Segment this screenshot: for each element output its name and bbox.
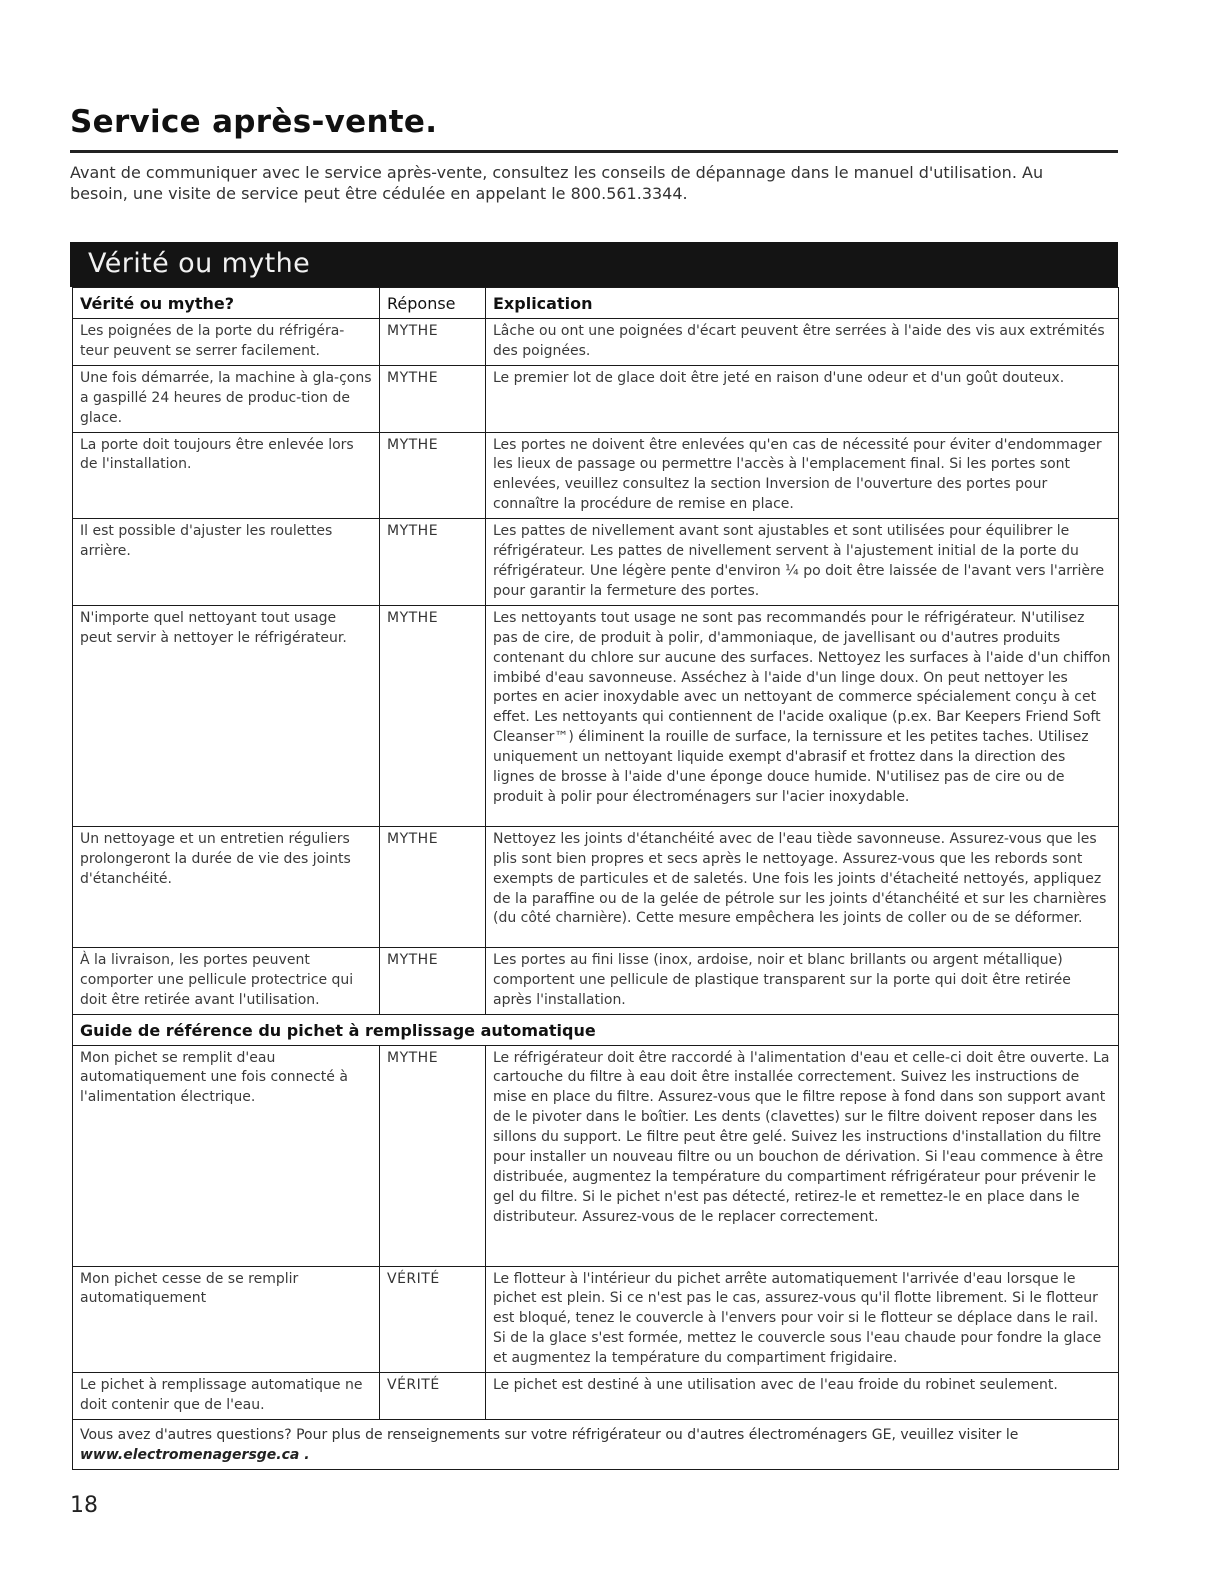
header-question: Vérité ou mythe? xyxy=(73,288,380,319)
question-cell: Un nettoyage et un entretien réguliers prolongeront la durée de vie des joints d'étanchéité. xyxy=(73,826,380,947)
question-cell: Une fois démarrée, la machine à gla-çons a gaspillé 24 heures de produc-tion de glace. xyxy=(73,365,380,432)
intro-paragraph: Avant de communiquer avec le service après-vente, consultez les conseils de dépannage dans le manuel d'utilisation. Au besoin, une visite de service peut être cédulée en appelant le 800.561.3344. xyxy=(70,163,1044,203)
question-cell: Le pichet à remplissage automatique ne doit contenir que de l'eau. xyxy=(73,1373,380,1420)
question-cell: À la livraison, les portes peuvent comporter une pellicule protectrice qui doit être retirée avant l'utilisation. xyxy=(73,947,380,1014)
answer-cell: MYTHE xyxy=(380,826,486,947)
table-row xyxy=(73,826,1119,947)
table-row xyxy=(73,1266,1119,1373)
answer-cell: VÉRITÉ xyxy=(380,1373,486,1420)
answer-cell: MYTHE xyxy=(380,605,486,826)
table-row xyxy=(73,605,1119,826)
section-banner xyxy=(70,242,1118,287)
table-row xyxy=(73,1045,1119,1266)
subsection-header-row xyxy=(73,1014,1119,1045)
explanation-cell: Les portes ne doivent être enlevées qu'en cas de nécessité pour éviter d'endommager les lieux de passage ou permettre l'accès à l'emplacement final. Si les portes sont enlevées, veuillez consultez la section Inversion de l'ouverture des portes pour connaître la procédure de remise en place. xyxy=(486,432,1119,519)
explanation-cell: Le premier lot de glace doit être jeté en raison d'une odeur et d'un goût douteux. xyxy=(486,365,1119,432)
explanation-cell: Le pichet est destiné à une utilisation avec de l'eau froide du robinet seulement. xyxy=(486,1373,1119,1420)
footer-text: Vous avez d'autres questions? Pour plus de renseignements sur votre réfrigérateur ou d'autres électroménagers GE, veuillez visiter le xyxy=(80,1426,1019,1443)
answer-cell: VÉRITÉ xyxy=(380,1266,486,1373)
header-explanation: Explication xyxy=(486,288,1119,319)
subsection-title: Guide de référence du pichet à remplissage automatique xyxy=(73,1014,1119,1045)
question-cell: Les poignées de la porte du réfrigéra-teur peuvent se serrer facilement. xyxy=(73,319,380,366)
explanation-cell: Les pattes de nivellement avant sont ajustables et sont utilisées pour équilibrer le réfrigérateur. Les pattes de nivellement servent à l'ajustement initial de la porte du réfrigérateur. Une légère pente d'environ ¼ po doit être laissée de l'avant vers l'arrière pour garantir la fermeture des portes. xyxy=(486,519,1119,606)
answer-cell: MYTHE xyxy=(380,947,486,1014)
table-row xyxy=(73,947,1119,1014)
table-row xyxy=(73,432,1119,519)
section-title: Vérité ou mythe xyxy=(88,248,311,279)
question-cell: Il est possible d'ajuster les roulettes arrière. xyxy=(73,519,380,606)
title-rule xyxy=(70,150,1118,153)
answer-cell: MYTHE xyxy=(380,365,486,432)
answer-cell: MYTHE xyxy=(380,1045,486,1266)
answer-cell: MYTHE xyxy=(380,519,486,606)
explanation-cell: Nettoyez les joints d'étanchéité avec de l'eau tiède savonneuse. Assurez-vous que les plis sont bien propres et secs après le nettoyage. Assurez-vous que les rebords sont exempts de particules et de saletés. Une fois les joints d'étacheité nettoyés, appliquez de la paraffine ou de la gelée de pétrole sur les joints d'étanchéité et sur les charnières (du côté charnière). Cette mesure empêchera les joints de coller ou de se déformer. xyxy=(486,826,1119,947)
explanation-cell: Les nettoyants tout usage ne sont pas recommandés pour le réfrigérateur. N'utilisez pas de cire, de produit à polir, d'ammoniaque, de javellisant ou d'autres produits contenant du chlore sur aucune des surfaces. Nettoyez les surfaces à l'aide d'un chiffon imbibé d'eau savonneuse. Asséchez à l'aide d'un linge doux. On peut nettoyer les portes en acier inoxydable avec un nettoyant de commerce spécialement conçu à cet effet. Les nettoyants qui contiennent de l'acide oxalique (p.ex. Bar Keepers Friend Soft Cleanser™) éliminent la rouille de surface, la ternissure et les petites taches. Utilisez uniquement un nettoyant liquide exempt d'abrasif et frottez dans la direction des lignes de brosse à l'aide d'une éponge douce humide. N'utilisez pas de cire ou de produit à polir pour électroménagers sur l'acier inoxydable. xyxy=(486,605,1119,826)
header-answer: Réponse xyxy=(380,288,486,319)
truth-or-myth-table xyxy=(72,287,1119,1470)
explanation-cell: Les portes au fini lisse (inox, ardoise, noir et blanc brillants ou argent métallique) comportent une pellicule de plastique transparent sur la porte qui doit être retirée après l'installation. xyxy=(486,947,1119,1014)
page-number: 18 xyxy=(70,1493,98,1518)
question-cell: Mon pichet se remplit d'eau automatiquement une fois connecté à l'alimentation électrique. xyxy=(73,1045,380,1266)
table-row xyxy=(73,519,1119,606)
website-link[interactable]: www.electromenagersge.ca . xyxy=(80,1446,310,1463)
question-cell: Mon pichet cesse de se remplir automatiquement xyxy=(73,1266,380,1373)
page-title: Service après-vente. xyxy=(70,104,438,140)
answer-cell: MYTHE xyxy=(380,319,486,366)
explanation-cell: Le flotteur à l'intérieur du pichet arrête automatiquement l'arrivée d'eau lorsque le pichet est plein. Si ce n'est pas le cas, assurez-vous qu'il flotte librement. Si le flotteur est bloqué, tenez le couvercle à l'envers pour voir si le flotteur se déplace dans le rail. Si de la glace s'est formée, mettez le couvercle sous l'eau chaude pour fondre la glace et augmentez la température du compartiment frigidaire. xyxy=(486,1266,1119,1373)
answer-cell: MYTHE xyxy=(380,432,486,519)
explanation-cell: Lâche ou ont une poignées d'écart peuvent être serrées à l'aide des vis aux extrémités des poignées. xyxy=(486,319,1119,366)
footer-cell xyxy=(73,1419,1119,1469)
question-cell: N'importe quel nettoyant tout usage peut servir à nettoyer le réfrigérateur. xyxy=(73,605,380,826)
table-row xyxy=(73,1373,1119,1420)
table-row xyxy=(73,319,1119,366)
explanation-cell: Le réfrigérateur doit être raccordé à l'alimentation d'eau et celle-ci doit être ouverte. La cartouche du filtre à eau doit être installée correctement. Suivez les instructions de mise en place du filtre. Assurez-vous que le filtre repose à fond dans son support avant de le pivoter dans le boîtier. Les dents (clavettes) sur le filtre doivent reposer dans les sillons du support. Le filtre peut être gelé. Suivez les instructions d'installation du filtre pour installer un nouveau filtre ou un bouchon de dérivation. Si l'eau commence à être distribuée, augmentez la température du compartiment réfrigérateur pour prévenir le gel du filtre. Si le pichet n'est pas détecté, retirez-le et remettez-le en place dans le distributeur. Assurez-vous de le replacer correctement. xyxy=(486,1045,1119,1266)
footer-row xyxy=(73,1419,1119,1469)
question-cell: La porte doit toujours être enlevée lors de l'installation. xyxy=(73,432,380,519)
table-header-row xyxy=(73,288,1119,319)
table-row xyxy=(73,365,1119,432)
